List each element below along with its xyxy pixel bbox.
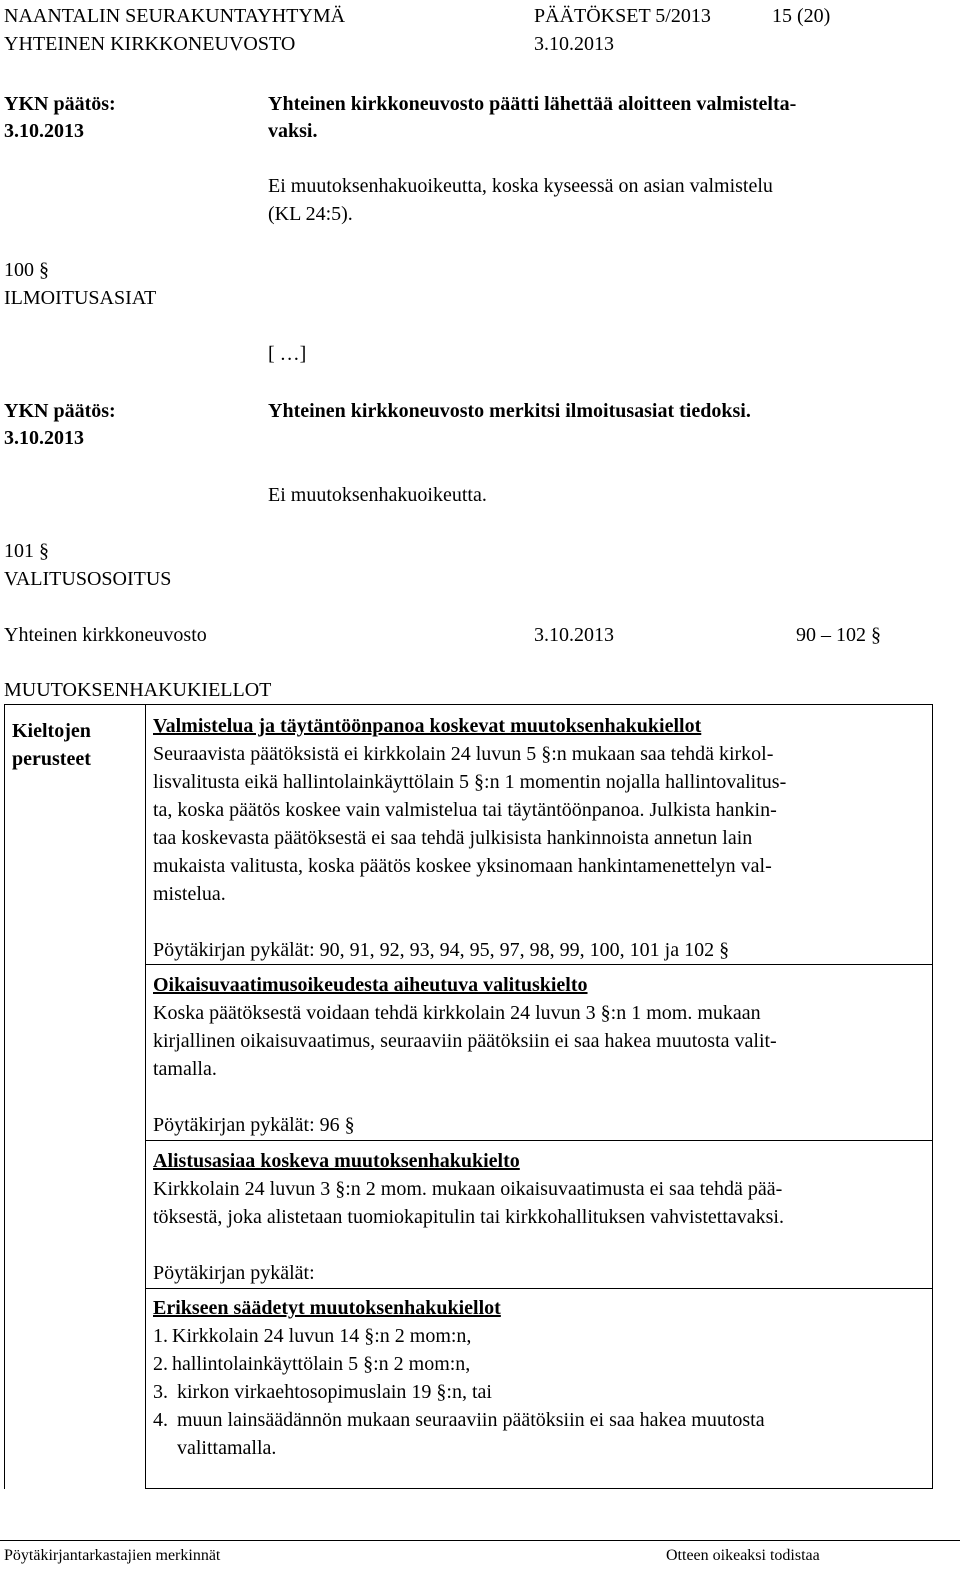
s1-line1: Seuraavista päätöksistä ei kirkkolain 24 luvun 5 §:n mukaan saa tehdä kirkol-: [153, 743, 774, 765]
s3-title: Alistusasiaa koskeva muutoksenhakukielto: [153, 1150, 520, 1172]
appeal-grounds-table: [4, 704, 933, 1489]
list-item-3-num: 3.: [153, 1381, 168, 1403]
list-item-3-text: kirkon virkaehtosopimuslain 19 §:n, tai: [177, 1381, 492, 1403]
footer-left: Pöytäkirjantarkastajien merkinnät: [4, 1547, 221, 1564]
decision2-text: Yhteinen kirkkoneuvosto merkitsi ilmoitusasiat tiedoksi.: [268, 400, 751, 422]
item101-title: VALITUSOSOITUS: [4, 568, 172, 590]
item101-number: 101 §: [4, 540, 49, 562]
meeting-date: 3.10.2013: [534, 624, 614, 646]
footer-divider: [0, 1540, 960, 1541]
grounds-label-line2: perusteet: [12, 748, 91, 770]
org-name: NAANTALIN SEURAKUNTAYHTYMÄ: [4, 5, 346, 27]
s3-sections: Pöytäkirjan pykälät:: [153, 1262, 315, 1284]
decision2-label: YKN päätös:: [4, 400, 116, 422]
item100-number: 100 §: [4, 259, 49, 281]
decision1-note-line1: Ei muutoksenhakuoikeutta, koska kyseessä on asian valmistelu: [268, 175, 773, 197]
decisions-number: PÄÄTÖKSET 5/2013: [534, 5, 711, 27]
meeting-body: Yhteinen kirkkoneuvosto: [4, 624, 207, 646]
list-item-4-num: 4.: [153, 1409, 168, 1431]
s1-line6: mistelua.: [153, 883, 226, 905]
s3-line2: töksestä, joka alistetaan tuomiokapitulin tai kirkkohallituksen vahvistettavaksi.: [153, 1206, 784, 1228]
decision1-text-line2: vaksi.: [268, 120, 318, 142]
s1-divider: [146, 964, 932, 965]
s1-line3: ta, koska päätös koskee vain valmistelua tai täytäntöönpanoa. Julkista hankin-: [153, 799, 777, 821]
s2-line3: tamalla.: [153, 1058, 217, 1080]
grounds-label-line1: Kieltojen: [12, 720, 91, 742]
body-name: YHTEINEN KIRKKONEUVOSTO: [4, 33, 296, 55]
s1-title: Valmistelua ja täytäntöönpanoa koskevat muutoksenhakukiellot: [153, 715, 702, 737]
list-item-1-text: Kirkkolain 24 luvun 14 §:n 2 mom:n,: [172, 1325, 472, 1347]
decision1-note-line2: (KL 24:5).: [268, 203, 353, 225]
list-item-2-text: hallintolainkäyttölain 5 §:n 2 mom:n,: [172, 1353, 471, 1375]
s2-sections: Pöytäkirjan pykälät: 96 §: [153, 1114, 355, 1136]
header-date: 3.10.2013: [534, 33, 614, 55]
s2-line1: Koska päätöksestä voidaan tehdä kirkkolain 24 luvun 3 §:n 1 mom. mukaan: [153, 1002, 761, 1024]
list-item-4-continuation: valittamalla.: [177, 1437, 277, 1459]
item100-ellipsis: [ …]: [268, 343, 307, 365]
s1-line4: taa koskevasta päätöksestä ei saa tehdä julkisista hankinnoista annetun lain: [153, 827, 753, 849]
s1-sections: Pöytäkirjan pykälät: 90, 91, 92, 93, 94, 95, 97, 98, 99, 100, 101 ja 102 §: [153, 939, 730, 961]
decision1-date: 3.10.2013: [4, 120, 84, 142]
s2-title: Oikaisuvaatimusoikeudesta aiheutuva valituskielto: [153, 974, 588, 996]
s3-divider: [146, 1288, 932, 1289]
item100-title: ILMOITUSASIAT: [4, 287, 157, 309]
s1-line5: mukaista valitusta, koska päätös koskee yksinomaan hankintamenettelyn val-: [153, 855, 772, 877]
s4-title: Erikseen säädetyt muutoksenhakukiellot: [153, 1297, 501, 1319]
list-item-1-num: 1.: [153, 1325, 168, 1347]
s2-line2: kirjallinen oikaisuvaatimus, seuraaviin päätöksiin ei saa hakea muutosta valit-: [153, 1030, 777, 1052]
decision2-date: 3.10.2013: [4, 427, 84, 449]
decision1-text-line1: Yhteinen kirkkoneuvosto päätti lähettää aloitteen valmistelta-: [268, 93, 797, 115]
decision1-label: YKN päätös:: [4, 93, 116, 115]
meeting-sections: 90 – 102 §: [796, 624, 881, 646]
list-item-2-num: 2.: [153, 1353, 168, 1375]
appeal-heading: MUUTOKSENHAKUKIELLOT: [4, 679, 272, 701]
s1-line2: lisvalitusta eikä hallintolainkäyttölain 5 §:n 1 momentin nojalla hallintovalitus-: [153, 771, 787, 793]
s2-divider: [146, 1140, 932, 1141]
decision2-note: Ei muutoksenhakuoikeutta.: [268, 484, 487, 506]
grounds-label: [12, 717, 91, 773]
list-item-4-text: muun lainsäädännön mukaan seuraaviin päätöksiin ei saa hakea muutosta: [177, 1409, 765, 1431]
footer-right: Otteen oikeaksi todistaa: [666, 1547, 820, 1564]
grounds-label-cell: [5, 705, 146, 1489]
s3-line1: Kirkkolain 24 luvun 3 §:n 2 mom. mukaan oikaisuvaatimusta ei saa tehdä pää-: [153, 1178, 783, 1200]
grounds-content-cell: [146, 705, 933, 1489]
page-number: 15 (20): [772, 5, 831, 27]
